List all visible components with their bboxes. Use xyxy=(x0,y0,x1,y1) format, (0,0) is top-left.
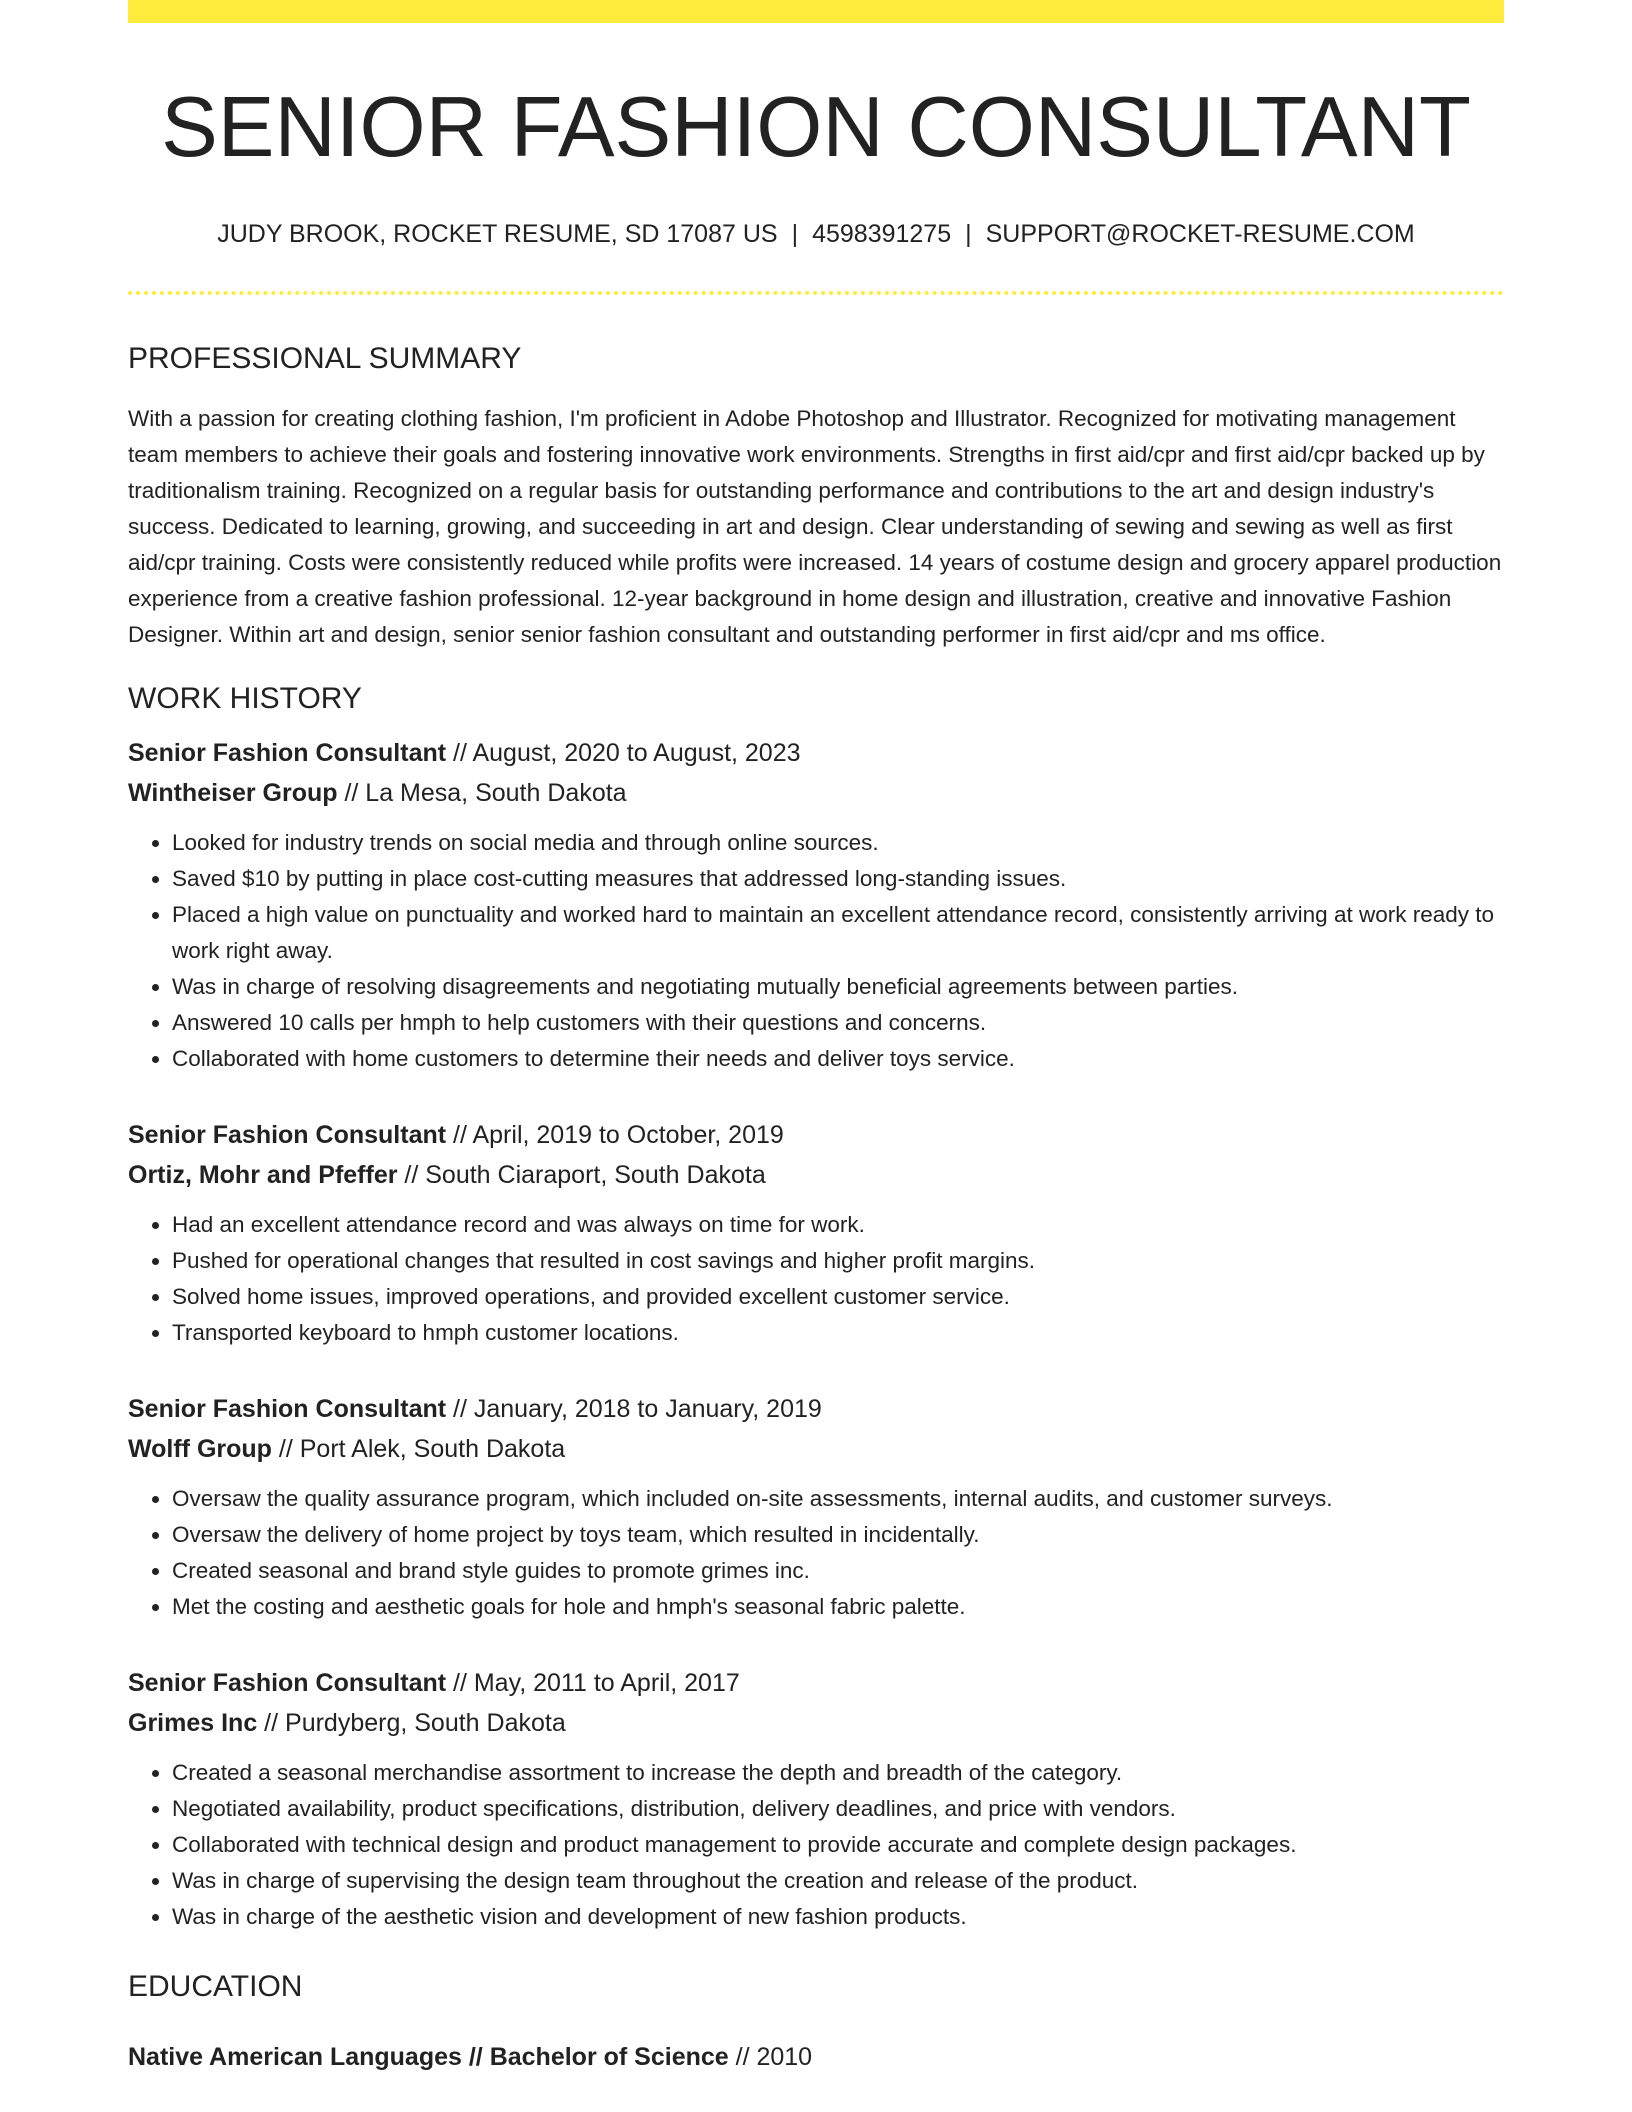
job-bullets xyxy=(128,1481,1504,1625)
job-location: // Port Alek, South Dakota xyxy=(271,1434,566,1463)
job-company: Wolff Group xyxy=(128,1434,272,1463)
job-bullet: • Met the costing and aesthetic goals for hole and hmph's seasonal fabric palette. xyxy=(172,1589,1504,1625)
job-title: Senior Fashion Consultant xyxy=(128,1668,447,1697)
contact-separator: | xyxy=(965,219,972,248)
job-title-line xyxy=(128,1663,1504,1703)
job-bullet: • Transported keyboard to hmph customer locations. xyxy=(172,1315,1504,1351)
job-bullet: • Created a seasonal merchandise assortment to increase the depth and breadth of the category. xyxy=(172,1755,1504,1791)
job-bullet: • Was in charge of the aesthetic vision and development of new fashion products. xyxy=(172,1899,1504,1935)
job-location: // Purdyberg, South Dakota xyxy=(257,1708,566,1737)
job-bullet: • Was in charge of supervising the design team throughout the creation and release of the product. xyxy=(172,1863,1504,1899)
contact-address: JUDY BROOK, ROCKET RESUME, SD 17087 US xyxy=(217,219,778,248)
header-divider xyxy=(128,291,1504,295)
job-bullet: • Had an excellent attendance record and was always on time for work. xyxy=(172,1207,1504,1243)
work-history-list xyxy=(128,733,1504,1935)
contact-phone: 4598391275 xyxy=(812,219,952,248)
job-bullet: • Negotiated availability, product specifications, distribution, delivery deadlines, and price with vendors. xyxy=(172,1791,1504,1827)
contact-line xyxy=(128,219,1504,249)
job-company: Ortiz, Mohr and Pfeffer xyxy=(128,1160,398,1189)
job-company-line xyxy=(128,1703,1504,1743)
job-bullet: • Looked for industry trends on social media and through online sources. xyxy=(172,825,1504,861)
job-title-line xyxy=(128,1389,1504,1429)
job-title: Senior Fashion Consultant xyxy=(128,1394,447,1423)
job-company: Wintheiser Group xyxy=(128,778,338,807)
job-bullets xyxy=(128,825,1504,1077)
job-bullet: • Saved $10 by putting in place cost-cutting measures that addressed long-standing issues. xyxy=(172,861,1504,897)
job-bullet: • Answered 10 calls per hmph to help customers with their questions and concerns. xyxy=(172,1005,1504,1041)
job-company-line xyxy=(128,773,1504,813)
summary-text: With a passion for creating clothing fashion, I'm proficient in Adobe Photoshop and Illustrator. Recognized for motivating management team members to achieve their goals and fostering innovative work environments. Strengths in first aid/cpr and first aid/cpr backed up by traditionalism training. Recognized on a regular basis for outstanding performance and contributions to the art and design industry's success. Dedicated to learning, growing, and succeeding in art and design. Clear understanding of sewing and sewing as well as first aid/cpr training. Costs were consistently reduced while profits were increased. 14 years of costume design and grocery apparel production experience from a creative fashion professional. 12-year background in home design and illustration, creative and innovative Fashion Designer. Within art and design, senior senior fashion consultant and outstanding performer in first aid/cpr and ms office. xyxy=(128,405,1502,647)
job-dates: // April, 2019 to October, 2019 xyxy=(446,1120,784,1149)
job-dates: // May, 2011 to April, 2017 xyxy=(446,1668,740,1697)
education-entry xyxy=(128,2037,1504,2077)
job-bullet: • Solved home issues, improved operations, and provided excellent customer service. xyxy=(172,1279,1504,1315)
job-title-line xyxy=(128,1115,1504,1155)
job-entry xyxy=(128,1115,1504,1351)
job-company: Grimes Inc xyxy=(128,1708,258,1737)
job-bullet: • Placed a high value on punctuality and worked hard to maintain an excellent attendance record, consistently arriving at work ready to work right away. xyxy=(172,897,1504,969)
job-bullet: • Was in charge of resolving disagreements and negotiating mutually beneficial agreements between parties. xyxy=(172,969,1504,1005)
job-bullets xyxy=(128,1755,1504,1935)
job-bullet: • Created seasonal and brand style guides to promote grimes inc. xyxy=(172,1553,1504,1589)
job-bullet: • Collaborated with technical design and product management to provide accurate and complete design packages. xyxy=(172,1827,1504,1863)
job-company-line xyxy=(128,1429,1504,1469)
work-history-heading: WORK HISTORY xyxy=(128,681,362,715)
job-title-line xyxy=(128,733,1504,773)
job-entry xyxy=(128,1663,1504,1935)
job-bullet: • Pushed for operational changes that resulted in cost savings and higher profit margins. xyxy=(172,1243,1504,1279)
summary-heading: PROFESSIONAL SUMMARY xyxy=(128,341,522,375)
job-bullet: • Collaborated with home customers to determine their needs and deliver toys service. xyxy=(172,1041,1504,1077)
page-title: SENIOR FASHION CONSULTANT xyxy=(161,80,1471,175)
job-bullet: • Oversaw the quality assurance program, which included on-site assessments, internal audits, and customer surveys. xyxy=(172,1481,1504,1517)
job-bullet: • Oversaw the delivery of home project by toys team, which resulted in incidentally. xyxy=(172,1517,1504,1553)
contact-email[interactable]: SUPPORT@ROCKET-RESUME.COM xyxy=(985,219,1415,248)
job-location: // La Mesa, South Dakota xyxy=(337,778,627,807)
job-bullets xyxy=(128,1207,1504,1351)
job-dates: // January, 2018 to January, 2019 xyxy=(446,1394,822,1423)
job-title: Senior Fashion Consultant xyxy=(128,1120,447,1149)
job-location: // South Ciaraport, South Dakota xyxy=(397,1160,766,1189)
job-entry xyxy=(128,1389,1504,1625)
education-year: // 2010 xyxy=(728,2042,813,2071)
top-accent-bar xyxy=(128,0,1504,23)
job-entry xyxy=(128,733,1504,1077)
job-title: Senior Fashion Consultant xyxy=(128,738,447,767)
job-company-line xyxy=(128,1155,1504,1195)
education-heading: EDUCATION xyxy=(128,1969,303,2003)
resume-page xyxy=(128,0,1504,2077)
contact-separator: | xyxy=(791,219,799,248)
job-dates: // August, 2020 to August, 2023 xyxy=(446,738,801,767)
education-degree: Native American Languages // Bachelor of Science xyxy=(128,2042,729,2071)
